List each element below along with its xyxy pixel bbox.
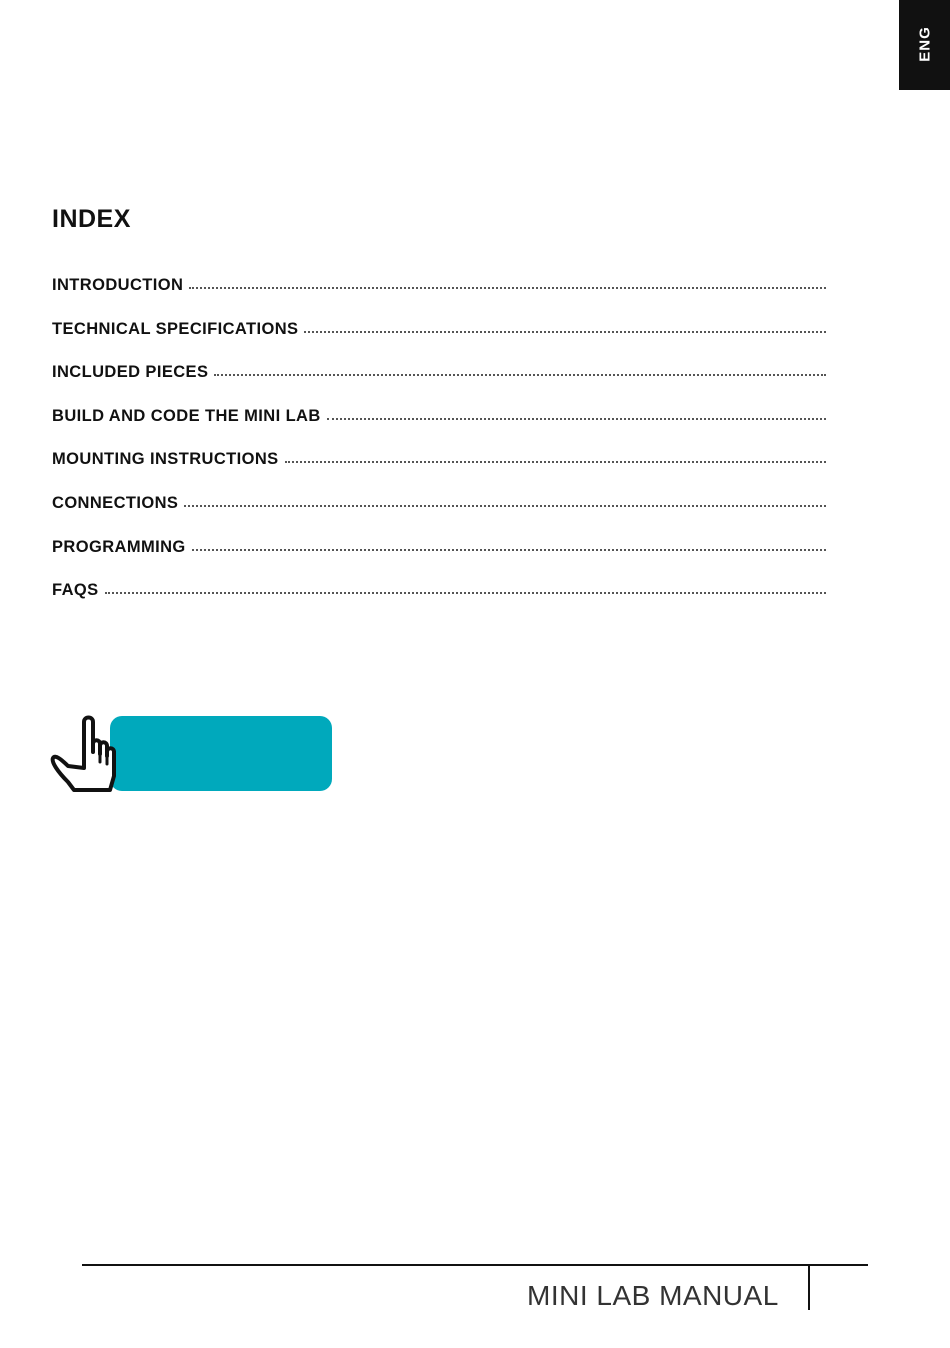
toc-dot-leader bbox=[214, 372, 826, 376]
toc-entry-technical-specifications[interactable] bbox=[52, 320, 826, 364]
footer-title: MINI LAB MANUAL bbox=[527, 1280, 779, 1311]
toc-entry-label: MOUNTING INSTRUCTIONS bbox=[52, 450, 279, 469]
toc-entry-label: INTRODUCTION bbox=[52, 276, 184, 294]
footer-rule bbox=[82, 1264, 868, 1266]
cta-button[interactable] bbox=[50, 714, 284, 794]
footer-divider bbox=[808, 1266, 810, 1310]
toc-dot-leader bbox=[285, 459, 826, 463]
toc-entry-label: FAQS bbox=[52, 581, 99, 600]
toc-entry-label: TECHNICAL SPECIFICATIONS bbox=[52, 319, 299, 338]
toc-entry-programming[interactable] bbox=[52, 538, 826, 582]
table-of-contents bbox=[52, 276, 826, 625]
toc-entry-label: CONNECTIONS bbox=[52, 493, 179, 512]
toc-dot-leader bbox=[192, 547, 826, 551]
toc-dot-leader bbox=[327, 416, 826, 420]
toc-entry-mounting-instructions[interactable] bbox=[52, 450, 826, 494]
toc-entry-label: BUILD AND CODE THE MINI LAB bbox=[52, 406, 321, 425]
toc-dot-leader bbox=[184, 503, 826, 507]
pointing-hand-icon bbox=[50, 714, 120, 794]
toc-entry-connections[interactable] bbox=[52, 494, 826, 538]
toc-entry-build-and-code[interactable] bbox=[52, 407, 826, 451]
toc-dot-leader bbox=[105, 590, 826, 594]
toc-dot-leader bbox=[189, 285, 826, 289]
toc-entry-label: PROGRAMMING bbox=[52, 537, 186, 556]
toc-entry-introduction[interactable] bbox=[52, 276, 826, 320]
language-label: ENG bbox=[916, 26, 934, 62]
toc-dot-leader bbox=[304, 329, 826, 333]
toc-entry-label: INCLUDED PIECES bbox=[52, 363, 209, 382]
toc-entry-faqs[interactable] bbox=[52, 581, 826, 625]
language-tab bbox=[899, 0, 950, 90]
toc-entry-included-pieces[interactable] bbox=[52, 363, 826, 407]
index-title: INDEX bbox=[52, 205, 131, 233]
cta-pill[interactable] bbox=[110, 716, 332, 791]
